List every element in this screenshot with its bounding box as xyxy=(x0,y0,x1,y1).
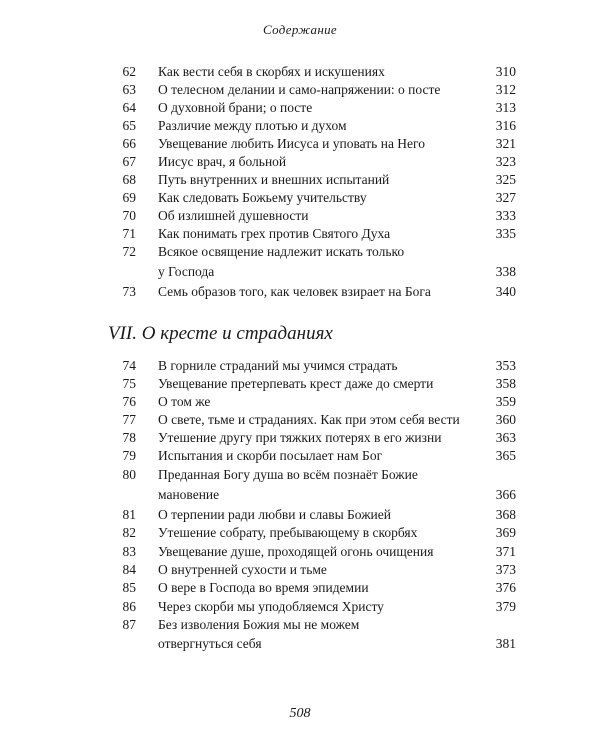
toc-entry-continuation xyxy=(0,263,600,281)
entry-title: Как следовать Божьему учительству xyxy=(158,190,367,205)
toc-entry xyxy=(0,81,600,99)
toc-entry xyxy=(0,225,600,243)
entry-number: 74 xyxy=(122,358,136,373)
entry-number: 62 xyxy=(122,64,136,79)
entry-number: 70 xyxy=(122,208,136,223)
entry-title: Всякое освящение надлежит искать только xyxy=(158,244,405,259)
entry-number: 79 xyxy=(122,448,136,463)
entry-number: 64 xyxy=(122,100,136,115)
entry-number: 87 xyxy=(122,617,136,632)
entry-page: 369 xyxy=(495,525,516,540)
entry-number: 72 xyxy=(122,244,136,259)
entry-page: 310 xyxy=(495,64,516,79)
entry-title: О духовной брани; о посте xyxy=(158,100,313,115)
entry-page: 376 xyxy=(495,580,516,595)
entry-number: 82 xyxy=(122,525,136,540)
entry-title: Преданная Богу душа во всём познаёт Божие xyxy=(158,467,418,482)
entry-title: О том же xyxy=(158,394,211,409)
toc-entry xyxy=(0,117,600,135)
entry-title: Увещевание претерпевать крест даже до смерти xyxy=(158,376,434,391)
entry-page: 325 xyxy=(495,172,516,187)
entry-title: В горниле страданий мы учимся страдать xyxy=(158,358,398,373)
entry-page: 368 xyxy=(495,507,516,522)
entry-number: 73 xyxy=(122,284,136,299)
entry-page: 379 xyxy=(495,599,516,614)
toc-entry xyxy=(0,375,600,393)
entry-page: 313 xyxy=(495,100,516,115)
entry-title: Через скорби мы уподобляемся Христу xyxy=(158,599,384,614)
toc-entry xyxy=(0,99,600,117)
entry-page: 381 xyxy=(495,636,516,651)
entry-number: 83 xyxy=(122,544,136,559)
entry-title: Утешение другу при тяжких потерях в его жизни xyxy=(158,430,442,445)
entry-title: Как вести себя в скорбях и искушениях xyxy=(158,64,385,79)
toc-entry xyxy=(0,466,600,484)
entry-page: 338 xyxy=(495,264,516,279)
entry-title: Семь образов того, как человек взирает на Бога xyxy=(158,284,431,299)
entry-number: 85 xyxy=(122,580,136,595)
entry-title: Как понимать грех против Святого Духа xyxy=(158,226,391,241)
entry-page: 321 xyxy=(495,136,516,151)
toc-entry xyxy=(0,393,600,411)
entry-title: Увещевание любить Иисуса и уповать на Него xyxy=(158,136,426,151)
entry-number: 65 xyxy=(122,118,136,133)
entry-title: Об излишней душевности xyxy=(158,208,309,223)
entry-number: 84 xyxy=(122,562,136,577)
entry-page: 333 xyxy=(495,208,516,223)
toc-entry xyxy=(0,543,600,561)
toc-entry xyxy=(0,561,600,579)
toc-entry xyxy=(0,429,600,447)
entry-page: 335 xyxy=(495,226,516,241)
entry-page: 316 xyxy=(495,118,516,133)
entry-title-continuation: отвергнуться себя xyxy=(158,636,262,651)
toc-entry xyxy=(0,189,600,207)
entry-page: 363 xyxy=(495,430,516,445)
entry-title: Иисус врач, я больной xyxy=(158,154,287,169)
entry-number: 67 xyxy=(122,154,136,169)
entry-number: 69 xyxy=(122,190,136,205)
entry-number: 80 xyxy=(122,467,136,482)
entry-page: 359 xyxy=(495,394,516,409)
entry-page: 366 xyxy=(495,487,516,502)
toc-entry xyxy=(0,135,600,153)
toc-entry-continuation xyxy=(0,635,600,653)
entry-page: 340 xyxy=(495,284,516,299)
entry-number: 77 xyxy=(122,412,136,427)
toc-entry xyxy=(0,616,600,634)
entry-page: 358 xyxy=(495,376,516,391)
toc-entry xyxy=(0,447,600,465)
entry-title: О внутренней сухости и тьме xyxy=(158,562,327,577)
toc-entry xyxy=(0,411,600,429)
toc-entry xyxy=(0,63,600,81)
entry-page: 365 xyxy=(495,448,516,463)
entry-number: 86 xyxy=(122,599,136,614)
toc-entry xyxy=(0,243,600,261)
entry-title: Путь внутренних и внешних испытаний xyxy=(158,172,390,187)
toc-entry xyxy=(0,579,600,597)
entry-number: 76 xyxy=(122,394,136,409)
entry-title: О телесном делании и само-напряжении: о посте xyxy=(158,82,441,97)
entry-number: 63 xyxy=(122,82,136,97)
entry-title: Испытания и скорби посылает нам Бог xyxy=(158,448,383,463)
entry-number: 78 xyxy=(122,430,136,445)
toc-entry xyxy=(0,524,600,542)
entry-page: 373 xyxy=(495,562,516,577)
toc-entry-continuation xyxy=(0,486,600,504)
entry-page: 327 xyxy=(495,190,516,205)
entry-page: 353 xyxy=(495,358,516,373)
entry-title: Различие между плотью и духом xyxy=(158,118,347,133)
entry-title-continuation: мановение xyxy=(158,487,220,502)
toc-entry xyxy=(0,207,600,225)
page-number: 508 xyxy=(289,706,311,721)
entry-number: 66 xyxy=(122,136,136,151)
entry-title: Без изволения Божия мы не можем xyxy=(158,617,360,632)
entry-page: 312 xyxy=(495,82,516,97)
toc-entry xyxy=(0,153,600,171)
toc-entry xyxy=(0,283,600,301)
entry-page: 360 xyxy=(495,412,516,427)
entry-title: О терпении ради любви и славы Божией xyxy=(158,507,391,522)
entry-page: 371 xyxy=(495,544,516,559)
entry-title: О свете, тьме и страданиях. Как при этом себя вести xyxy=(158,412,460,427)
entry-title: О вере в Господа во время эпидемии xyxy=(158,580,369,595)
toc-entry xyxy=(0,357,600,375)
toc-entry xyxy=(0,171,600,189)
entry-number: 71 xyxy=(122,226,136,241)
entry-number: 75 xyxy=(122,376,136,391)
toc-entry xyxy=(0,598,600,616)
entry-number: 81 xyxy=(122,507,136,522)
section-heading: VII. О кресте и страданиях xyxy=(108,323,333,344)
entry-title-continuation: у Господа xyxy=(158,264,215,279)
toc-entry xyxy=(0,506,600,524)
entry-page: 323 xyxy=(495,154,516,169)
running-head: Содержание xyxy=(263,22,337,37)
entry-title: Увещевание душе, проходящей огонь очищения xyxy=(158,544,434,559)
entry-number: 68 xyxy=(122,172,136,187)
entry-title: Утешение собрату, пребывающему в скорбях xyxy=(158,525,418,540)
